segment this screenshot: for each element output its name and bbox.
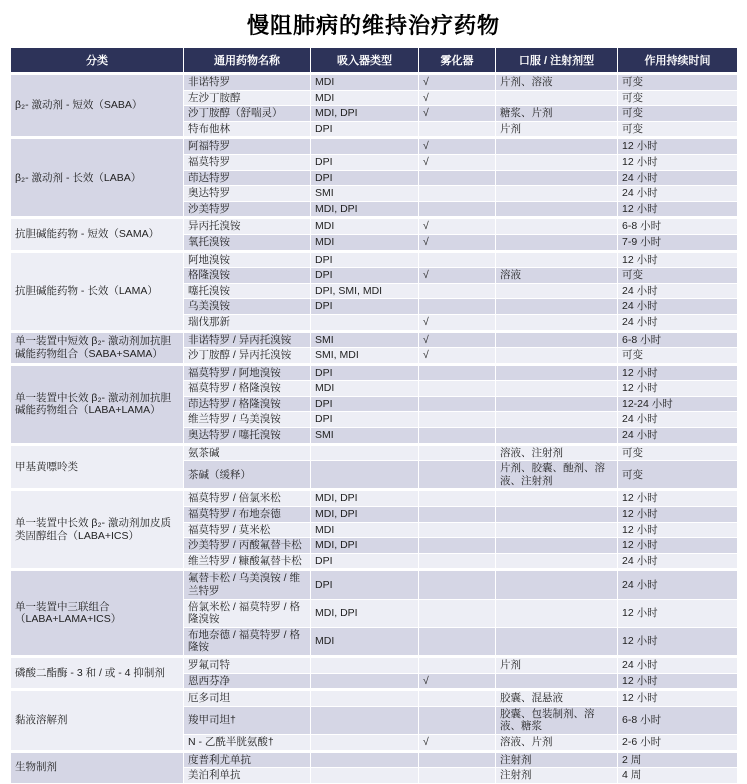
- duration-cell: 24 小时: [618, 170, 738, 186]
- nebulizer-cell: [419, 444, 496, 461]
- inhaler-type-cell: [311, 444, 419, 461]
- oral-injection-cell: 胶囊、混悬液: [496, 690, 618, 707]
- table-row: [11, 751, 738, 768]
- duration-cell: 12 小时: [618, 201, 738, 218]
- inhaler-type-cell: DPI: [311, 364, 419, 381]
- inhaler-type-cell: [311, 673, 419, 690]
- inhaler-type-cell: DPI, SMI, MDI: [311, 283, 419, 299]
- nebulizer-cell: [419, 690, 496, 707]
- nebulizer-cell: [419, 121, 496, 138]
- duration-cell: 可变: [618, 121, 738, 138]
- nebulizer-cell: √: [419, 268, 496, 284]
- duration-cell: 可变: [618, 90, 738, 106]
- drug-name-cell: 瑞伐那新: [184, 314, 311, 331]
- nebulizer-cell: [419, 706, 496, 734]
- drug-name-cell: 福莫特罗 / 阿地溴铵: [184, 364, 311, 381]
- oral-injection-cell: 溶液: [496, 268, 618, 284]
- duration-cell: 6-8 小时: [618, 706, 738, 734]
- oral-injection-cell: 糖浆、片剂: [496, 106, 618, 122]
- nebulizer-cell: √: [419, 90, 496, 106]
- nebulizer-cell: [419, 751, 496, 768]
- inhaler-type-cell: MDI: [311, 74, 419, 91]
- oral-injection-cell: [496, 170, 618, 186]
- oral-injection-cell: 片剂: [496, 656, 618, 673]
- drug-name-cell: 倍氯米松 / 福莫特罗 / 格隆溴铵: [184, 599, 311, 627]
- oral-injection-cell: [496, 364, 618, 381]
- inhaler-type-cell: MDI: [311, 90, 419, 106]
- oral-injection-cell: [496, 314, 618, 331]
- drug-name-cell: 维兰特罗 / 乌美溴铵: [184, 412, 311, 428]
- duration-cell: 24 小时: [618, 570, 738, 599]
- drug-name-cell: N - 乙酰半胱氨酸†: [184, 734, 311, 751]
- nebulizer-cell: [419, 251, 496, 268]
- category-cell: 单一装置中短效 β₂- 激动剂加抗胆碱能药物组合（SABA+SAMA）: [11, 331, 184, 364]
- duration-cell: 12 小时: [618, 154, 738, 170]
- oral-injection-cell: [496, 428, 618, 445]
- duration-cell: 可变: [618, 444, 738, 461]
- oral-injection-cell: 注射剂: [496, 751, 618, 768]
- drug-name-cell: 阿福特罗: [184, 138, 311, 155]
- inhaler-type-cell: MDI, DPI: [311, 490, 419, 507]
- duration-cell: 12 小时: [618, 627, 738, 656]
- duration-cell: 可变: [618, 106, 738, 122]
- drug-name-cell: 沙丁胺醇 / 异丙托溴铵: [184, 348, 311, 365]
- nebulizer-cell: [419, 283, 496, 299]
- table-row: [11, 656, 738, 673]
- oral-injection-cell: [496, 522, 618, 538]
- nebulizer-cell: √: [419, 218, 496, 235]
- oral-injection-cell: [496, 348, 618, 365]
- drug-name-cell: 沙美特罗 / 丙酸氟替卡松: [184, 538, 311, 554]
- inhaler-type-cell: [311, 314, 419, 331]
- drug-name-cell: 维兰特罗 / 糠酸氟替卡松: [184, 553, 311, 570]
- inhaler-type-cell: MDI, DPI: [311, 106, 419, 122]
- duration-cell: 24 小时: [618, 186, 738, 202]
- oral-injection-cell: [496, 138, 618, 155]
- table-body: [11, 74, 738, 784]
- drug-name-cell: 奥达特罗: [184, 186, 311, 202]
- duration-cell: 12 小时: [618, 599, 738, 627]
- oral-injection-cell: [496, 673, 618, 690]
- drug-name-cell: 茚达特罗: [184, 170, 311, 186]
- inhaler-type-cell: DPI: [311, 268, 419, 284]
- table-header: [11, 48, 738, 74]
- category-cell: 单一装置中三联组合（LABA+LAMA+ICS）: [11, 570, 184, 657]
- nebulizer-cell: [419, 570, 496, 599]
- column-header: 雾化器: [419, 48, 496, 74]
- table-row: [11, 364, 738, 381]
- drug-name-cell: 氨茶碱: [184, 444, 311, 461]
- nebulizer-cell: [419, 553, 496, 570]
- oral-injection-cell: [496, 299, 618, 315]
- oral-injection-cell: [496, 381, 618, 397]
- drug-name-cell: 福莫特罗 / 莫米松: [184, 522, 311, 538]
- oral-injection-cell: [496, 218, 618, 235]
- nebulizer-cell: √: [419, 74, 496, 91]
- duration-cell: 24 小时: [618, 412, 738, 428]
- duration-cell: 可变: [618, 461, 738, 490]
- nebulizer-cell: [419, 381, 496, 397]
- drug-name-cell: 特布他林: [184, 121, 311, 138]
- oral-injection-cell: [496, 201, 618, 218]
- inhaler-type-cell: MDI: [311, 218, 419, 235]
- drug-name-cell: 异丙托溴铵: [184, 218, 311, 235]
- duration-cell: 12-24 小时: [618, 396, 738, 412]
- duration-cell: 可变: [618, 348, 738, 365]
- column-header: 口服 / 注射剂型: [496, 48, 618, 74]
- oral-injection-cell: 胶囊、包装制剂、溶液、糖浆: [496, 706, 618, 734]
- duration-cell: 可变: [618, 268, 738, 284]
- drug-name-cell: 布地奈德 / 福莫特罗 / 格隆铵: [184, 627, 311, 656]
- drug-name-cell: 沙丁胺醇（舒喘灵）: [184, 106, 311, 122]
- column-header: 通用药物名称: [184, 48, 311, 74]
- drug-name-cell: 非诺特罗 / 异丙托溴铵: [184, 331, 311, 348]
- nebulizer-cell: [419, 364, 496, 381]
- duration-cell: 2 周: [618, 751, 738, 768]
- drug-name-cell: 福莫特罗 / 格隆溴铵: [184, 381, 311, 397]
- oral-injection-cell: [496, 490, 618, 507]
- oral-injection-cell: [496, 599, 618, 627]
- inhaler-type-cell: DPI: [311, 170, 419, 186]
- inhaler-type-cell: DPI: [311, 412, 419, 428]
- column-header: 作用持续时间: [618, 48, 738, 74]
- drug-name-cell: 度普利尤单抗: [184, 751, 311, 768]
- oral-injection-cell: [496, 90, 618, 106]
- oral-injection-cell: [496, 331, 618, 348]
- oral-injection-cell: [496, 538, 618, 554]
- duration-cell: 24 小时: [618, 656, 738, 673]
- drug-name-cell: 格隆溴铵: [184, 268, 311, 284]
- drug-name-cell: 福莫特罗: [184, 154, 311, 170]
- table-row: [11, 74, 738, 91]
- inhaler-type-cell: [311, 751, 419, 768]
- oral-injection-cell: [496, 154, 618, 170]
- duration-cell: 12 小时: [618, 251, 738, 268]
- inhaler-type-cell: [311, 706, 419, 734]
- duration-cell: 12 小时: [618, 507, 738, 523]
- nebulizer-cell: √: [419, 138, 496, 155]
- oral-injection-cell: [496, 507, 618, 523]
- inhaler-type-cell: DPI: [311, 396, 419, 412]
- nebulizer-cell: [419, 522, 496, 538]
- nebulizer-cell: [419, 627, 496, 656]
- page-title: 慢阻肺病的维持治疗药物: [246, 13, 500, 38]
- oral-injection-cell: [496, 396, 618, 412]
- oral-injection-cell: [496, 251, 618, 268]
- drug-name-cell: 氧托溴铵: [184, 234, 311, 251]
- oral-injection-cell: [496, 553, 618, 570]
- oral-injection-cell: [496, 412, 618, 428]
- oral-injection-cell: [496, 234, 618, 251]
- duration-cell: 2-6 小时: [618, 734, 738, 751]
- nebulizer-cell: [419, 538, 496, 554]
- oral-injection-cell: [496, 570, 618, 599]
- oral-injection-cell: 溶液、片剂: [496, 734, 618, 751]
- duration-cell: 24 小时: [618, 428, 738, 445]
- category-cell: 生物制剂: [11, 751, 184, 783]
- table-row: [11, 490, 738, 507]
- oral-injection-cell: 片剂: [496, 121, 618, 138]
- inhaler-type-cell: MDI: [311, 522, 419, 538]
- inhaler-type-cell: MDI, DPI: [311, 538, 419, 554]
- nebulizer-cell: √: [419, 673, 496, 690]
- category-cell: 磷酸二酯酶 - 3 和 / 或 - 4 抑制剂: [11, 656, 184, 689]
- inhaler-type-cell: SMI, MDI: [311, 348, 419, 365]
- oral-injection-cell: 片剂、溶液: [496, 74, 618, 91]
- inhaler-type-cell: SMI: [311, 331, 419, 348]
- nebulizer-cell: [419, 186, 496, 202]
- category-cell: 黏液溶解剂: [11, 690, 184, 751]
- category-cell: 单一装置中长效 β₂- 激动剂加抗胆碱能药物组合（LABA+LAMA）: [11, 364, 184, 444]
- inhaler-type-cell: DPI: [311, 121, 419, 138]
- category-cell: β₂- 激动剂 - 短效（SABA）: [11, 74, 184, 138]
- drug-name-cell: 福莫特罗 / 布地奈德: [184, 507, 311, 523]
- inhaler-type-cell: DPI: [311, 570, 419, 599]
- inhaler-type-cell: DPI: [311, 154, 419, 170]
- duration-cell: 24 小时: [618, 314, 738, 331]
- duration-cell: 6-8 小时: [618, 218, 738, 235]
- inhaler-type-cell: [311, 138, 419, 155]
- duration-cell: 12 小时: [618, 673, 738, 690]
- drug-name-cell: 沙美特罗: [184, 201, 311, 218]
- inhaler-type-cell: [311, 734, 419, 751]
- nebulizer-cell: [419, 299, 496, 315]
- column-header: 吸入器类型: [311, 48, 419, 74]
- table-row: [11, 138, 738, 155]
- duration-cell: 12 小时: [618, 690, 738, 707]
- drug-name-cell: 福莫特罗 / 倍氯米松: [184, 490, 311, 507]
- drug-name-cell: 噻托溴铵: [184, 283, 311, 299]
- drug-name-cell: 氟替卡松 / 乌美溴铵 / 维兰特罗: [184, 570, 311, 599]
- nebulizer-cell: [419, 507, 496, 523]
- inhaler-type-cell: [311, 690, 419, 707]
- drug-name-cell: 茶碱（缓释）: [184, 461, 311, 490]
- category-cell: 抗胆碱能药物 - 短效（SAMA）: [11, 218, 184, 251]
- inhaler-type-cell: SMI: [311, 186, 419, 202]
- duration-cell: 12 小时: [618, 490, 738, 507]
- oral-injection-cell: [496, 627, 618, 656]
- oral-injection-cell: 片剂、胶囊、酏剂、溶液、注射剂: [496, 461, 618, 490]
- inhaler-type-cell: SMI: [311, 428, 419, 445]
- drug-name-cell: 阿地溴铵: [184, 251, 311, 268]
- table-row: [11, 251, 738, 268]
- duration-cell: 可变: [618, 74, 738, 91]
- nebulizer-cell: [419, 490, 496, 507]
- nebulizer-cell: √: [419, 154, 496, 170]
- nebulizer-cell: √: [419, 734, 496, 751]
- nebulizer-cell: √: [419, 106, 496, 122]
- duration-cell: 7-9 小时: [618, 234, 738, 251]
- nebulizer-cell: √: [419, 234, 496, 251]
- inhaler-type-cell: DPI: [311, 299, 419, 315]
- nebulizer-cell: [419, 428, 496, 445]
- duration-cell: 12 小时: [618, 522, 738, 538]
- nebulizer-cell: [419, 656, 496, 673]
- drug-name-cell: 非诺特罗: [184, 74, 311, 91]
- duration-cell: 24 小时: [618, 283, 738, 299]
- nebulizer-cell: [419, 768, 496, 784]
- category-cell: 单一装置中长效 β₂- 激动剂加皮质类固醇组合（LABA+ICS）: [11, 490, 184, 570]
- duration-cell: 6-8 小时: [618, 331, 738, 348]
- inhaler-type-cell: DPI: [311, 553, 419, 570]
- table-row: [11, 570, 738, 599]
- inhaler-type-cell: [311, 768, 419, 784]
- inhaler-type-cell: [311, 461, 419, 490]
- nebulizer-cell: [419, 461, 496, 490]
- duration-cell: 12 小时: [618, 364, 738, 381]
- drug-table: [10, 47, 738, 784]
- table-row: [11, 218, 738, 235]
- nebulizer-cell: [419, 599, 496, 627]
- inhaler-type-cell: MDI, DPI: [311, 507, 419, 523]
- table-row: [11, 444, 738, 461]
- nebulizer-cell: √: [419, 314, 496, 331]
- table-header-row: [11, 48, 738, 74]
- drug-name-cell: 乌美溴铵: [184, 299, 311, 315]
- category-cell: β₂- 激动剂 - 长效（LABA）: [11, 138, 184, 218]
- drug-name-cell: 奥达特罗 / 噻托溴铵: [184, 428, 311, 445]
- oral-injection-cell: 注射剂: [496, 768, 618, 784]
- oral-injection-cell: 溶液、注射剂: [496, 444, 618, 461]
- drug-name-cell: 美泊利单抗: [184, 768, 311, 784]
- table-row: [11, 690, 738, 707]
- drug-name-cell: 左沙丁胺醇: [184, 90, 311, 106]
- table-row: [11, 331, 738, 348]
- duration-cell: 12 小时: [618, 138, 738, 155]
- nebulizer-cell: [419, 201, 496, 218]
- duration-cell: 4 周: [618, 768, 738, 784]
- oral-injection-cell: [496, 186, 618, 202]
- oral-injection-cell: [496, 283, 618, 299]
- drug-name-cell: 羧甲司坦†: [184, 706, 311, 734]
- inhaler-type-cell: DPI: [311, 251, 419, 268]
- inhaler-type-cell: [311, 656, 419, 673]
- nebulizer-cell: √: [419, 348, 496, 365]
- duration-cell: 12 小时: [618, 381, 738, 397]
- nebulizer-cell: √: [419, 331, 496, 348]
- drug-name-cell: 恩西芬净: [184, 673, 311, 690]
- drug-name-cell: 厄多司坦: [184, 690, 311, 707]
- category-cell: 甲基黄嘌呤类: [11, 444, 184, 490]
- inhaler-type-cell: MDI, DPI: [311, 201, 419, 218]
- inhaler-type-cell: MDI: [311, 627, 419, 656]
- column-header: 分类: [11, 48, 184, 74]
- inhaler-type-cell: MDI: [311, 381, 419, 397]
- inhaler-type-cell: MDI, DPI: [311, 599, 419, 627]
- drug-name-cell: 茚达特罗 / 格隆溴铵: [184, 396, 311, 412]
- nebulizer-cell: [419, 396, 496, 412]
- duration-cell: 12 小时: [618, 538, 738, 554]
- drug-name-cell: 罗氟司特: [184, 656, 311, 673]
- nebulizer-cell: [419, 412, 496, 428]
- duration-cell: 24 小时: [618, 553, 738, 570]
- duration-cell: 24 小时: [618, 299, 738, 315]
- category-cell: 抗胆碱能药物 - 长效（LAMA）: [11, 251, 184, 331]
- nebulizer-cell: [419, 170, 496, 186]
- inhaler-type-cell: MDI: [311, 234, 419, 251]
